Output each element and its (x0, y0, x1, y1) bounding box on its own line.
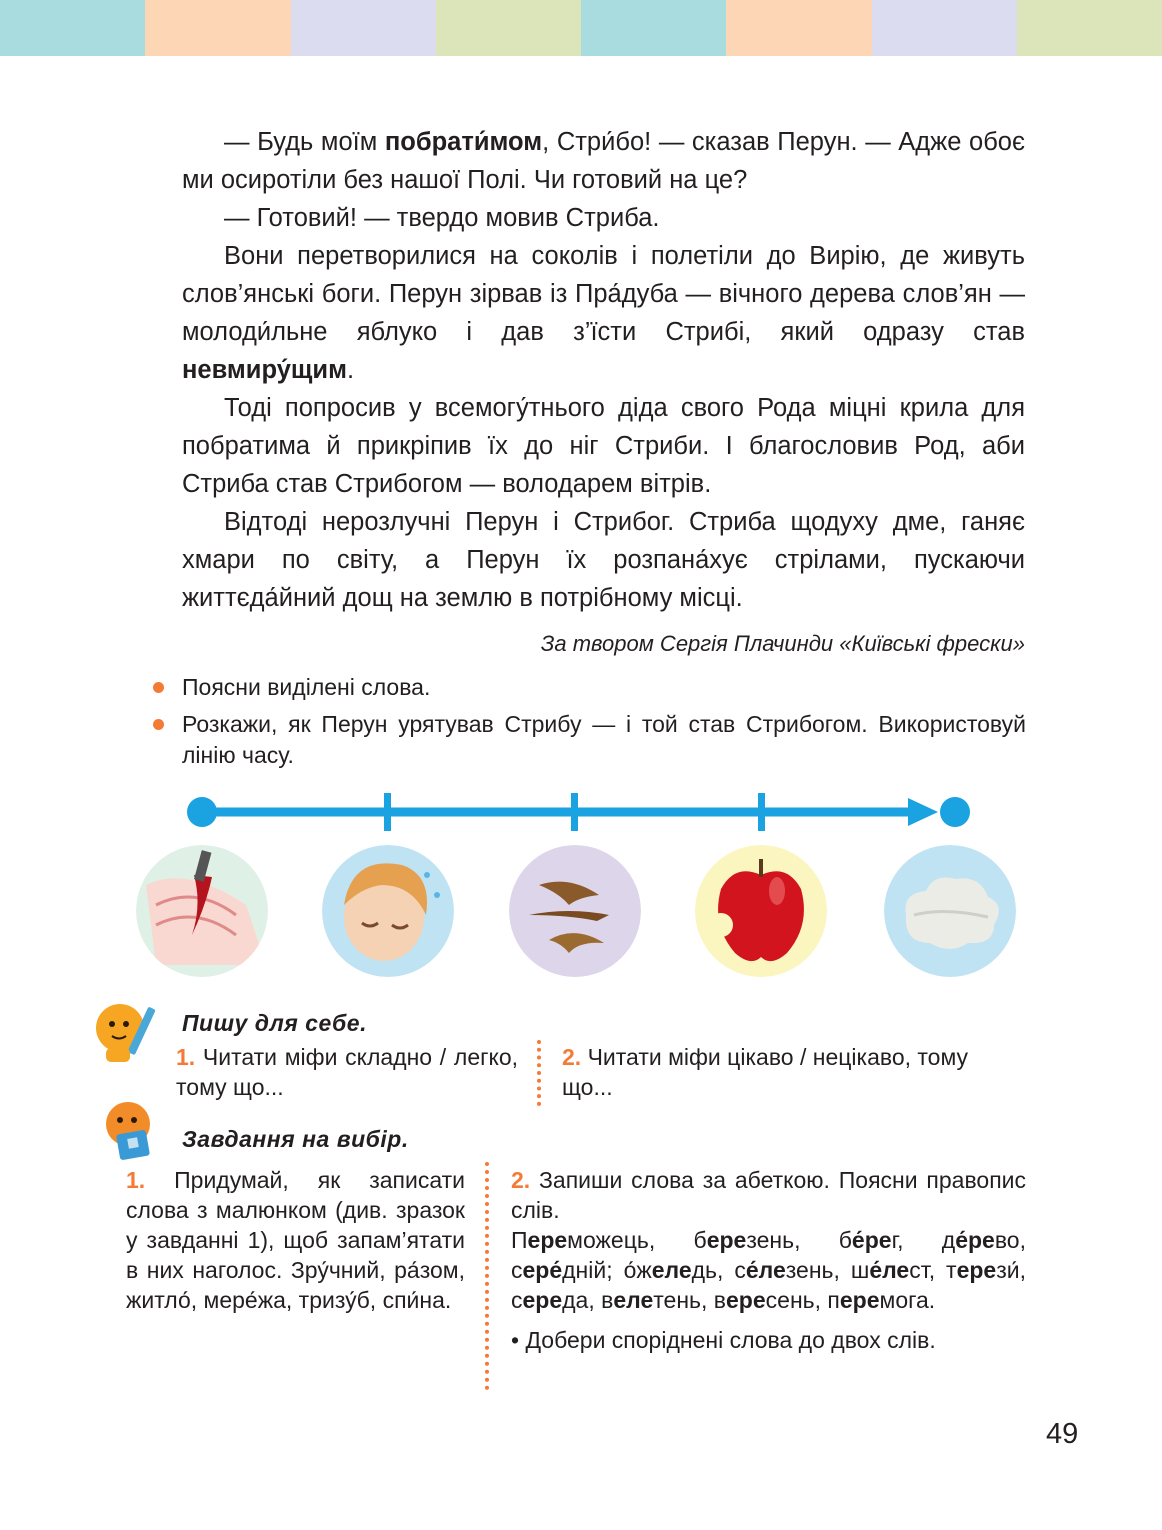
sleeping-boy-icon (322, 845, 454, 977)
timeline-pictures (0, 843, 1162, 978)
section-title-choice-task: Завдання на вибір. (182, 1126, 409, 1152)
source-citation: За твором Сергія Плачинди «Київські фрески» (540, 631, 1025, 656)
color-block (872, 0, 1017, 56)
word-part: сень, (765, 1287, 828, 1313)
task-bullets (150, 672, 1026, 777)
bold-letters: ере́ (522, 1257, 563, 1283)
word-part: т (946, 1257, 957, 1283)
bold-letters: еле (613, 1287, 654, 1313)
bold-letters: е́ре (851, 1227, 892, 1253)
option-text: Читати міфи складно / легко, тому що... (176, 1044, 518, 1100)
color-block (0, 0, 145, 56)
color-block (436, 0, 581, 56)
bullet-item (150, 672, 1026, 703)
book-mascot-icon (98, 1098, 162, 1162)
choice-option-1 (126, 1165, 465, 1315)
word-list (511, 1225, 1026, 1315)
bullet-dot-icon (153, 719, 164, 730)
word-part: ш (850, 1257, 870, 1283)
bold-letters: еле (651, 1257, 692, 1283)
text: Вони перетворилися на соколів і полетіли до Вирію, де живуть слов’янські боги. Перун зірвав із Пра́дуба — вічного дерева слов’ян — молоди́льне яблуко і дав з’їсти Стрибі, який одразу став (182, 242, 1025, 346)
color-block (581, 0, 726, 56)
word-part: б (838, 1227, 852, 1253)
bold-letters: е́ле (869, 1257, 910, 1283)
column-divider (537, 1040, 547, 1106)
word-part: в (713, 1287, 727, 1313)
word-part: тень, (653, 1287, 714, 1313)
bold-letters: ере (839, 1287, 880, 1313)
story-paragraph (182, 237, 1025, 389)
option-text: Придумай, як записати слова з малюнком (див. зразок у завданні 1), щоб запам’ятати в них наголос. Зру́чний, ра́зом, житло́, мере́жа, тризу́б, спи́на. (126, 1167, 465, 1313)
bold-letters: ере (706, 1227, 747, 1253)
color-block (726, 0, 871, 56)
bold-letters: ере (956, 1257, 997, 1283)
write-option-1 (176, 1042, 518, 1102)
choice-option-2 (511, 1165, 1026, 1355)
word-part: д (941, 1227, 956, 1253)
bold-letters: ере (522, 1287, 563, 1313)
color-block (145, 0, 290, 56)
word-part: п (827, 1287, 840, 1313)
bullet-text: Поясни виділені слова. (182, 674, 431, 700)
timeline (180, 785, 980, 841)
flying-falcons-icon (509, 845, 641, 977)
timeline-tick (384, 793, 391, 831)
bullet-item (150, 709, 1026, 771)
word-part: дній; (562, 1257, 624, 1283)
writing-mascot-icon (90, 1000, 160, 1066)
timeline-start-dot (187, 797, 217, 827)
word-part: во, (994, 1227, 1026, 1253)
color-block (1017, 0, 1162, 56)
word-part: г, (891, 1227, 942, 1253)
word-part: с (511, 1287, 523, 1313)
word-part: в (601, 1287, 614, 1313)
text: — Будь моїм (224, 128, 385, 156)
page-number: 49 (1046, 1418, 1079, 1450)
option-number: 1. (126, 1167, 146, 1193)
text: . (346, 356, 355, 384)
word-part: мога. (879, 1287, 936, 1313)
word-part: с (734, 1257, 746, 1283)
cloud-icon (884, 845, 1016, 977)
option-text: Читати міфи цікаво / нецікаво, тому що... (562, 1044, 969, 1100)
bitten-apple-icon (695, 845, 827, 977)
story-paragraph (182, 123, 1025, 199)
option-number: 1. (176, 1044, 196, 1070)
word-part: дь, (691, 1257, 735, 1283)
bullet-dot-icon (153, 682, 164, 693)
option-number: 2. (562, 1044, 582, 1070)
bold-letters: ере (726, 1287, 766, 1313)
bold-letters: е́ле (745, 1257, 786, 1283)
story-paragraph: Тоді попросив у всемогу́тнього діда свого Рода міцні крила для побратима й прикріпив їх до ніг Стриби. І благословив Род, аби Стриба став Стрибогом — володарем вітрів. (182, 394, 1025, 498)
text: , Стри́бо! — сказав Перун. — Адже обоє ми осиротіли без нашої Полі. Чи готовий на це? (182, 128, 1025, 194)
word-part: можець, (567, 1227, 694, 1253)
word-part: о́ж (623, 1257, 652, 1283)
option-text: Запиши слова за абеткою. Поясни правопис слів. (511, 1167, 1027, 1223)
bold-letters: ере (527, 1227, 568, 1253)
timeline-end-dot (940, 797, 970, 827)
column-divider (485, 1162, 495, 1390)
top-color-bar (0, 0, 1162, 56)
option-instruction (511, 1165, 1026, 1225)
timeline-tick (758, 793, 765, 831)
option-number: 2. (511, 1167, 531, 1193)
bullet-text: Розкажи, як Перун урятував Стрибу — і той став Стрибогом. Використовуй лінію часу. (182, 711, 1026, 768)
bold-letters: е́ре (955, 1227, 995, 1253)
write-option-2 (562, 1042, 1002, 1102)
section-title-write-for-self: Пишу для себе. (182, 1010, 367, 1036)
word-part: ст, (909, 1257, 947, 1283)
color-block (291, 0, 436, 56)
extra-task: • Добери споріднені слова до двох слів. (511, 1327, 936, 1353)
highlighted-word: невмиру́щим (182, 356, 347, 384)
wounded-body-icon (136, 845, 268, 977)
word-part: да, (562, 1287, 602, 1313)
story-paragraph: — Готовий! — твердо мовив Стриба. (224, 204, 660, 232)
word-part: зи́, (996, 1257, 1026, 1283)
word-part: зень, (746, 1227, 839, 1253)
word-part: б (693, 1227, 707, 1253)
timeline-tick (571, 793, 578, 831)
highlighted-word: побрати́мом (384, 128, 543, 156)
word-part: П (511, 1227, 528, 1253)
story-paragraph: Відтоді нерозлучні Перун і Стрибог. Стриба щодуху дме, ганяє хмари по світу, а Перун їх розпана́хує стрілами, пускаючи життєда́йний дощ на землю в потрібному місці. (182, 508, 1025, 612)
timeline-arrow-icon (908, 798, 938, 826)
word-part: с (511, 1257, 523, 1283)
word-part: зень, (785, 1257, 851, 1283)
story-text (182, 123, 1025, 617)
